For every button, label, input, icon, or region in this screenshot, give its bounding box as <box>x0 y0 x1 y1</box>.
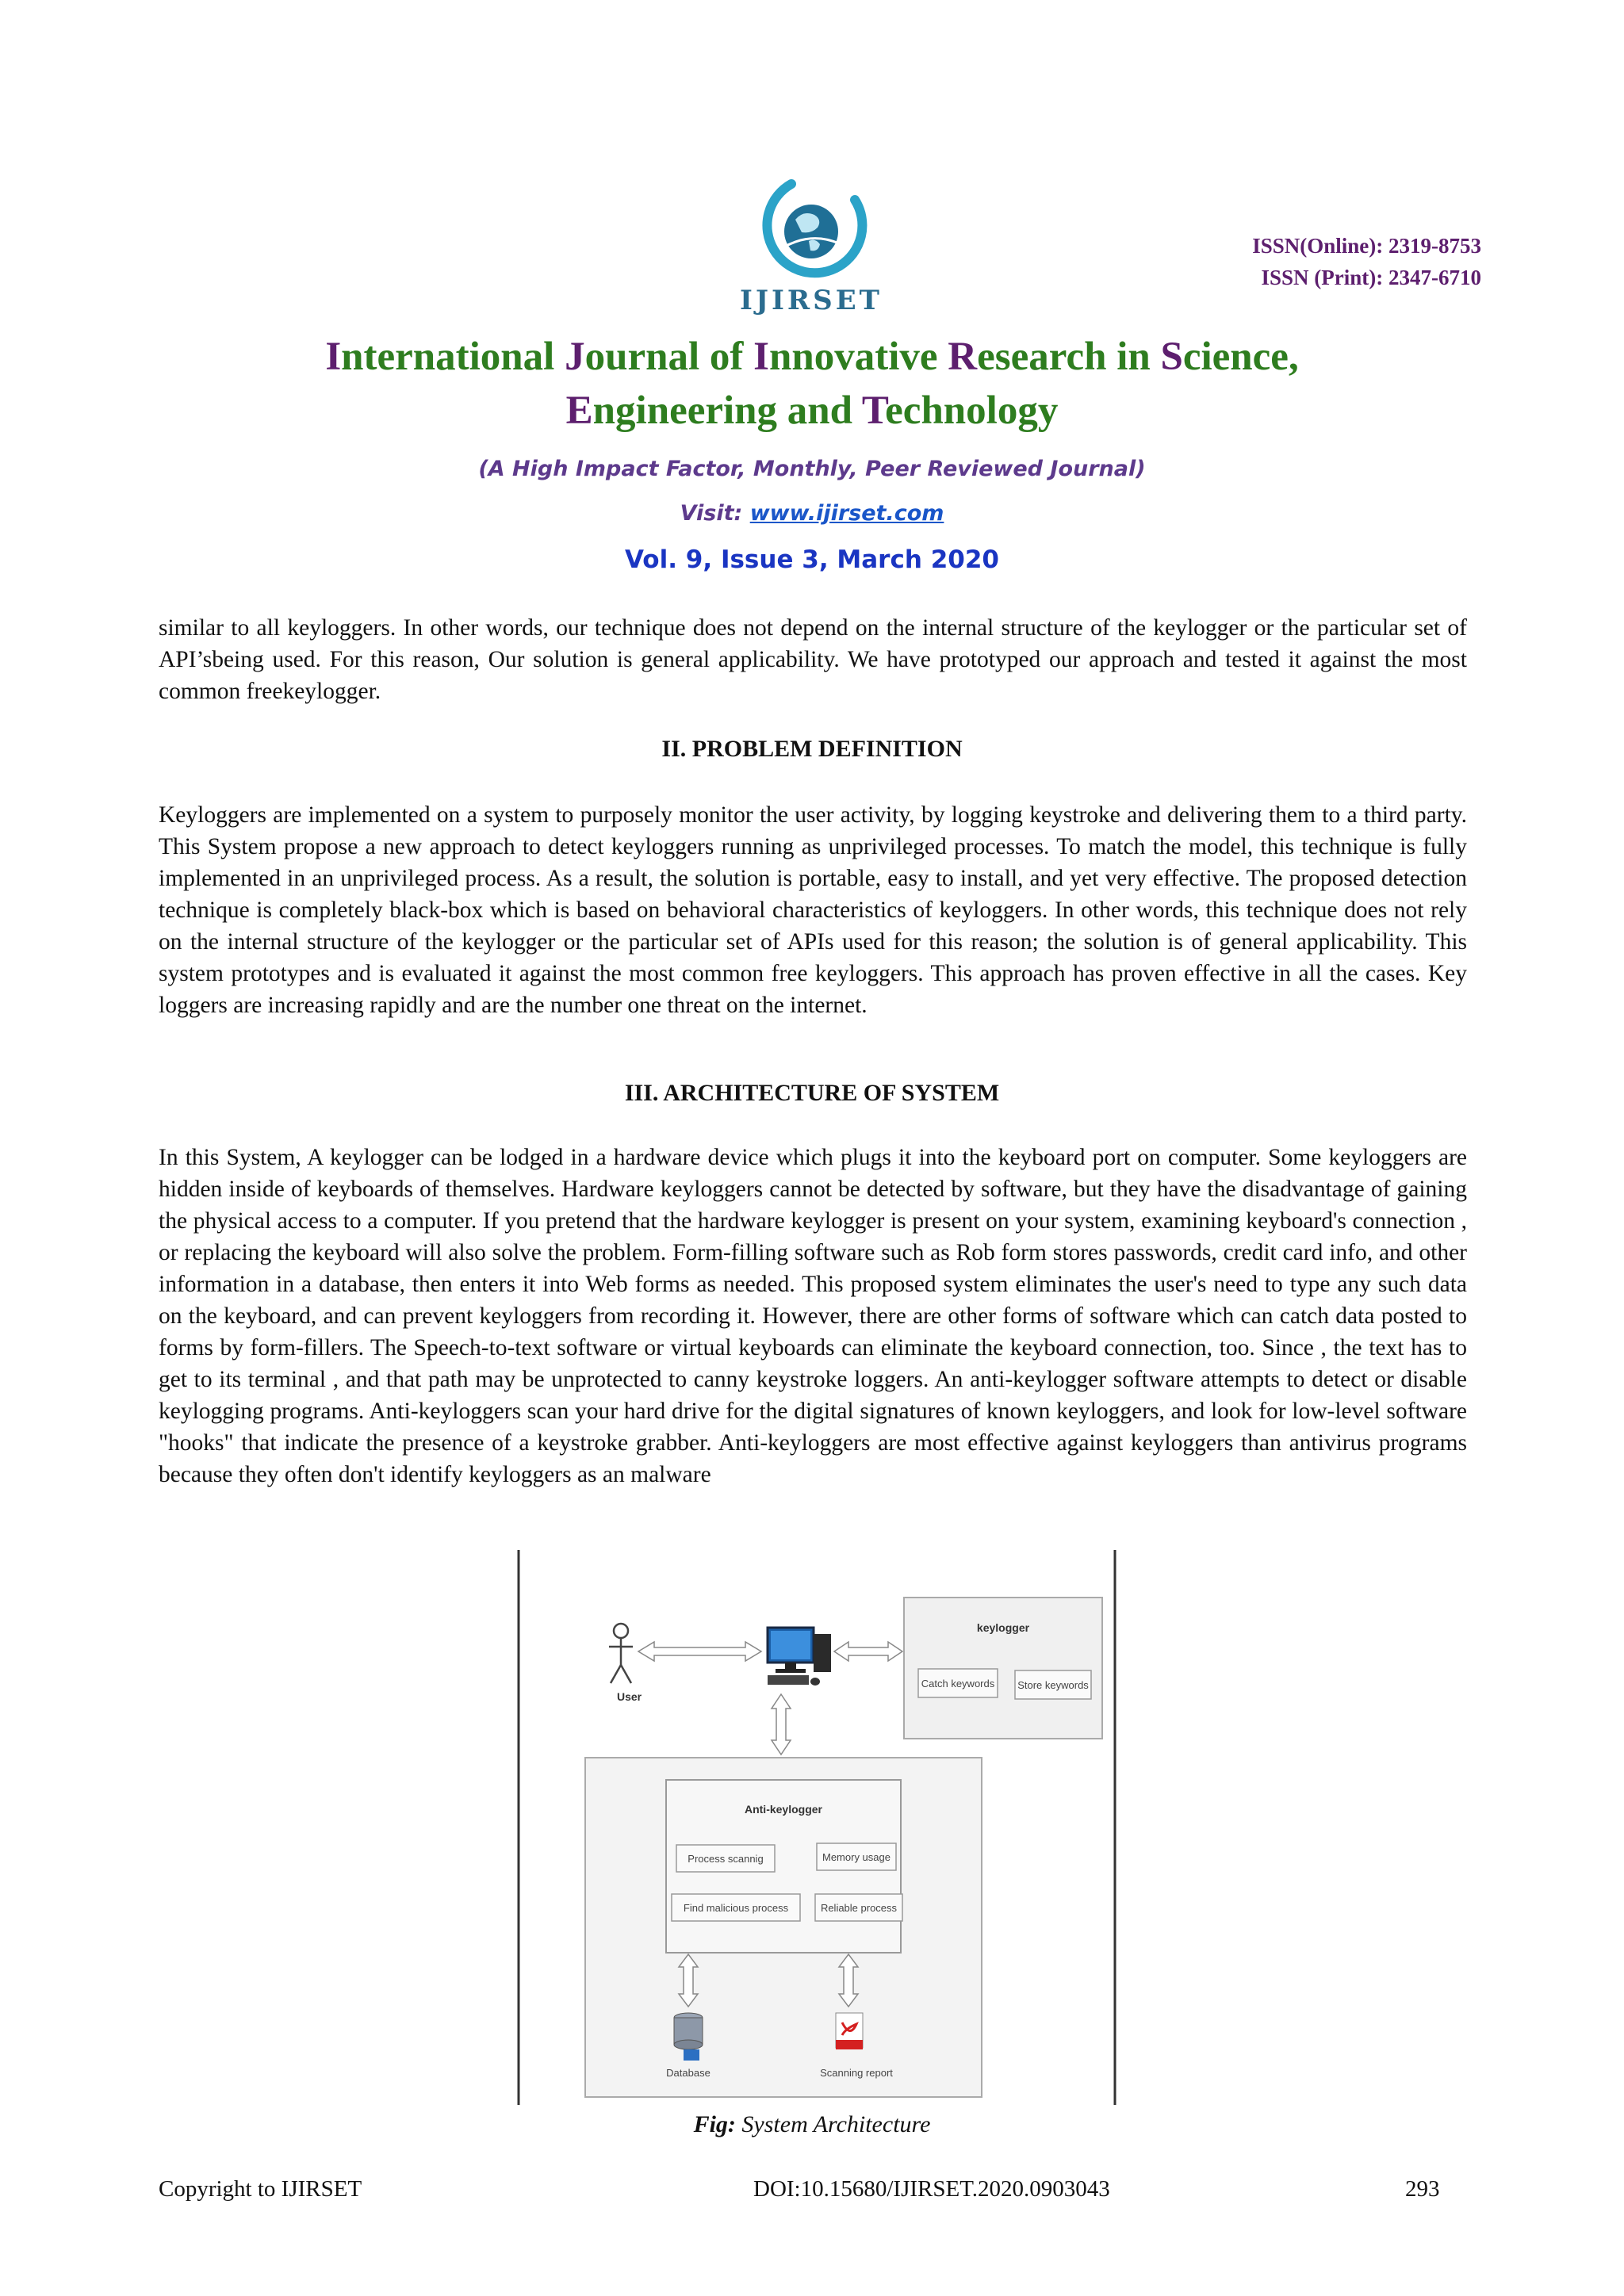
title-initial: I <box>325 335 342 379</box>
footer-copyright: Copyright to IJIRSET <box>159 2176 362 2202</box>
anti-keylogger-title: Anti-keylogger <box>744 1803 823 1816</box>
section-3-heading: III. ARCHITECTURE OF SYSTEM <box>624 1080 1000 1106</box>
issn-block <box>1204 230 1481 293</box>
volume-issue: Vol. 9, Issue 3, March 2020 <box>625 545 999 574</box>
title-word-rest: nternational <box>341 335 565 379</box>
figure-caption-text: System Architecture <box>735 2111 931 2137</box>
section-2-paragraph: Keyloggers are implemented on a system to purposely monitor the user activity, by logging keystroke and delivering them to a third party. This System propose a new approach to detect keyloggers running as unprivileged processes. To match the model, this technique is fully implemented in an unprivileged process. As a result, the solution is portable, easy to install, and yet very effective. The proposed detection technique is completely black-box which is based on behavioral characteristics of keyloggers. In other words, this technique does not rely on the internal structure of the keylogger or the particular set of APIs used for this reason; the solution is of general applicability. This system prototypes and is evaluated it against the most common free keyloggers. This approach has proven effective in all the cases. Key loggers are increasing rapidly and are the number one threat on the internet. <box>159 802 1467 1018</box>
title-word-rest: ournal of <box>584 335 754 379</box>
store-keywords-label: Store keywords <box>1017 1679 1089 1691</box>
journal-title <box>0 330 1624 438</box>
title-word-rest: nnovative <box>768 335 948 379</box>
section-3-paragraph: In this System, A keylogger can be lodged in a hardware device which plugs it into the keyboard port on computer. Some keyloggers are hidden inside of keyboards of themselves. Hardware keyloggers cannot be detected by software, but they have the disadvantage of gaining the physical access to a computer. If you pretend that the hardware keylogger is present on your system, examining keyboard's connection , or replacing the keyboard will also solve the problem. Form-filling software such as Rob form stores passwords, credit card info, and other information in a database, then enters it into Web forms as needed. This proposed system eliminates the user's need to type any such data on the keyboard, and can prevent keyloggers from recording it. However, there are other forms of software which can catch data posted to forms by form-fillers. The Speech-to-text software or virtual keyboards can eliminate the keyboard connection, too. Since , the text has to get to its terminal , and that path may be unprotected to canny keystroke loggers. An anti-keylogger software attempts to detect or disable keylogging programs. Anti-keyloggers scan your hard drive for the digital signatures of known keyloggers, and look for low-level software "hooks" that indicate the presence of a keystroke grabber. Anti-keyloggers are most effective against keyloggers than antivirus programs because they often don't identify keyloggers as an malware <box>159 1145 1467 1487</box>
figure-caption <box>0 2111 1624 2138</box>
intro-paragraph: similar to all keyloggers. In other words, our technique does not depend on the internal structure of the keylogger or the particular set of API’sbeing used. For this reason, Our solution is general applicability. We have prototyped our approach and tested it against the most common freekeylogger. <box>159 615 1467 704</box>
arrow-computer-keylogger <box>834 1642 902 1661</box>
find-malicious-label: Find malicious process <box>683 1902 789 1914</box>
journal-title-line1 <box>0 330 1624 384</box>
title-initial: I <box>753 335 769 379</box>
catch-keywords-label: Catch keywords <box>921 1678 995 1689</box>
title-word-rest: echnology <box>885 388 1059 433</box>
visit-line <box>0 501 1624 526</box>
journal-logo <box>736 168 887 319</box>
logo-text: IJIRSET <box>740 285 883 316</box>
database-label: Database <box>666 2067 710 2079</box>
figure-caption-prefix: Fig: <box>693 2111 736 2137</box>
title-initial: J <box>565 335 585 379</box>
issn-online: ISSN(Online): 2319-8753 <box>1252 234 1481 258</box>
user-icon <box>609 1624 633 1683</box>
arrow-user-computer <box>638 1642 761 1661</box>
footer-page-number: 293 <box>1405 2176 1440 2202</box>
process-scanning-label: Process scannig <box>688 1853 764 1865</box>
keylogger-title: keylogger <box>976 1621 1030 1634</box>
visit-label: Visit: <box>680 501 750 526</box>
journal-website-link[interactable]: www.ijirset.com <box>749 501 944 526</box>
footer-doi: DOI:10.15680/IJIRSET.2020.0903043 <box>753 2176 1110 2202</box>
section-2-heading: II. PROBLEM DEFINITION <box>661 736 963 762</box>
title-word-rest: ngineering and <box>592 388 862 433</box>
arrow-computer-antikeylogger <box>772 1694 791 1755</box>
title-word-rest: esearch in <box>977 335 1161 379</box>
anti-keylogger-box <box>585 1758 982 2097</box>
scanning-report-label: Scanning report <box>820 2067 893 2079</box>
computer-icon <box>768 1628 831 1686</box>
user-label: User <box>617 1690 642 1703</box>
journal-subtitle: (A High Impact Factor, Monthly, Peer Reviewed Journal) <box>478 457 1146 481</box>
title-initial: T <box>861 388 886 433</box>
journal-title-line2 <box>0 384 1624 438</box>
title-initial: S <box>1160 335 1183 379</box>
reliable-process-label: Reliable process <box>820 1902 898 1914</box>
system-architecture-figure <box>515 1550 1118 2105</box>
memory-usage-label: Memory usage <box>822 1851 891 1863</box>
title-word-rest: cience, <box>1182 335 1299 379</box>
title-initial: E <box>565 388 593 433</box>
keylogger-box <box>904 1598 1102 1739</box>
issn-print: ISSN (Print): 2347-6710 <box>1261 266 1481 289</box>
pdf-report-icon <box>836 2013 863 2049</box>
title-initial: R <box>948 335 978 379</box>
